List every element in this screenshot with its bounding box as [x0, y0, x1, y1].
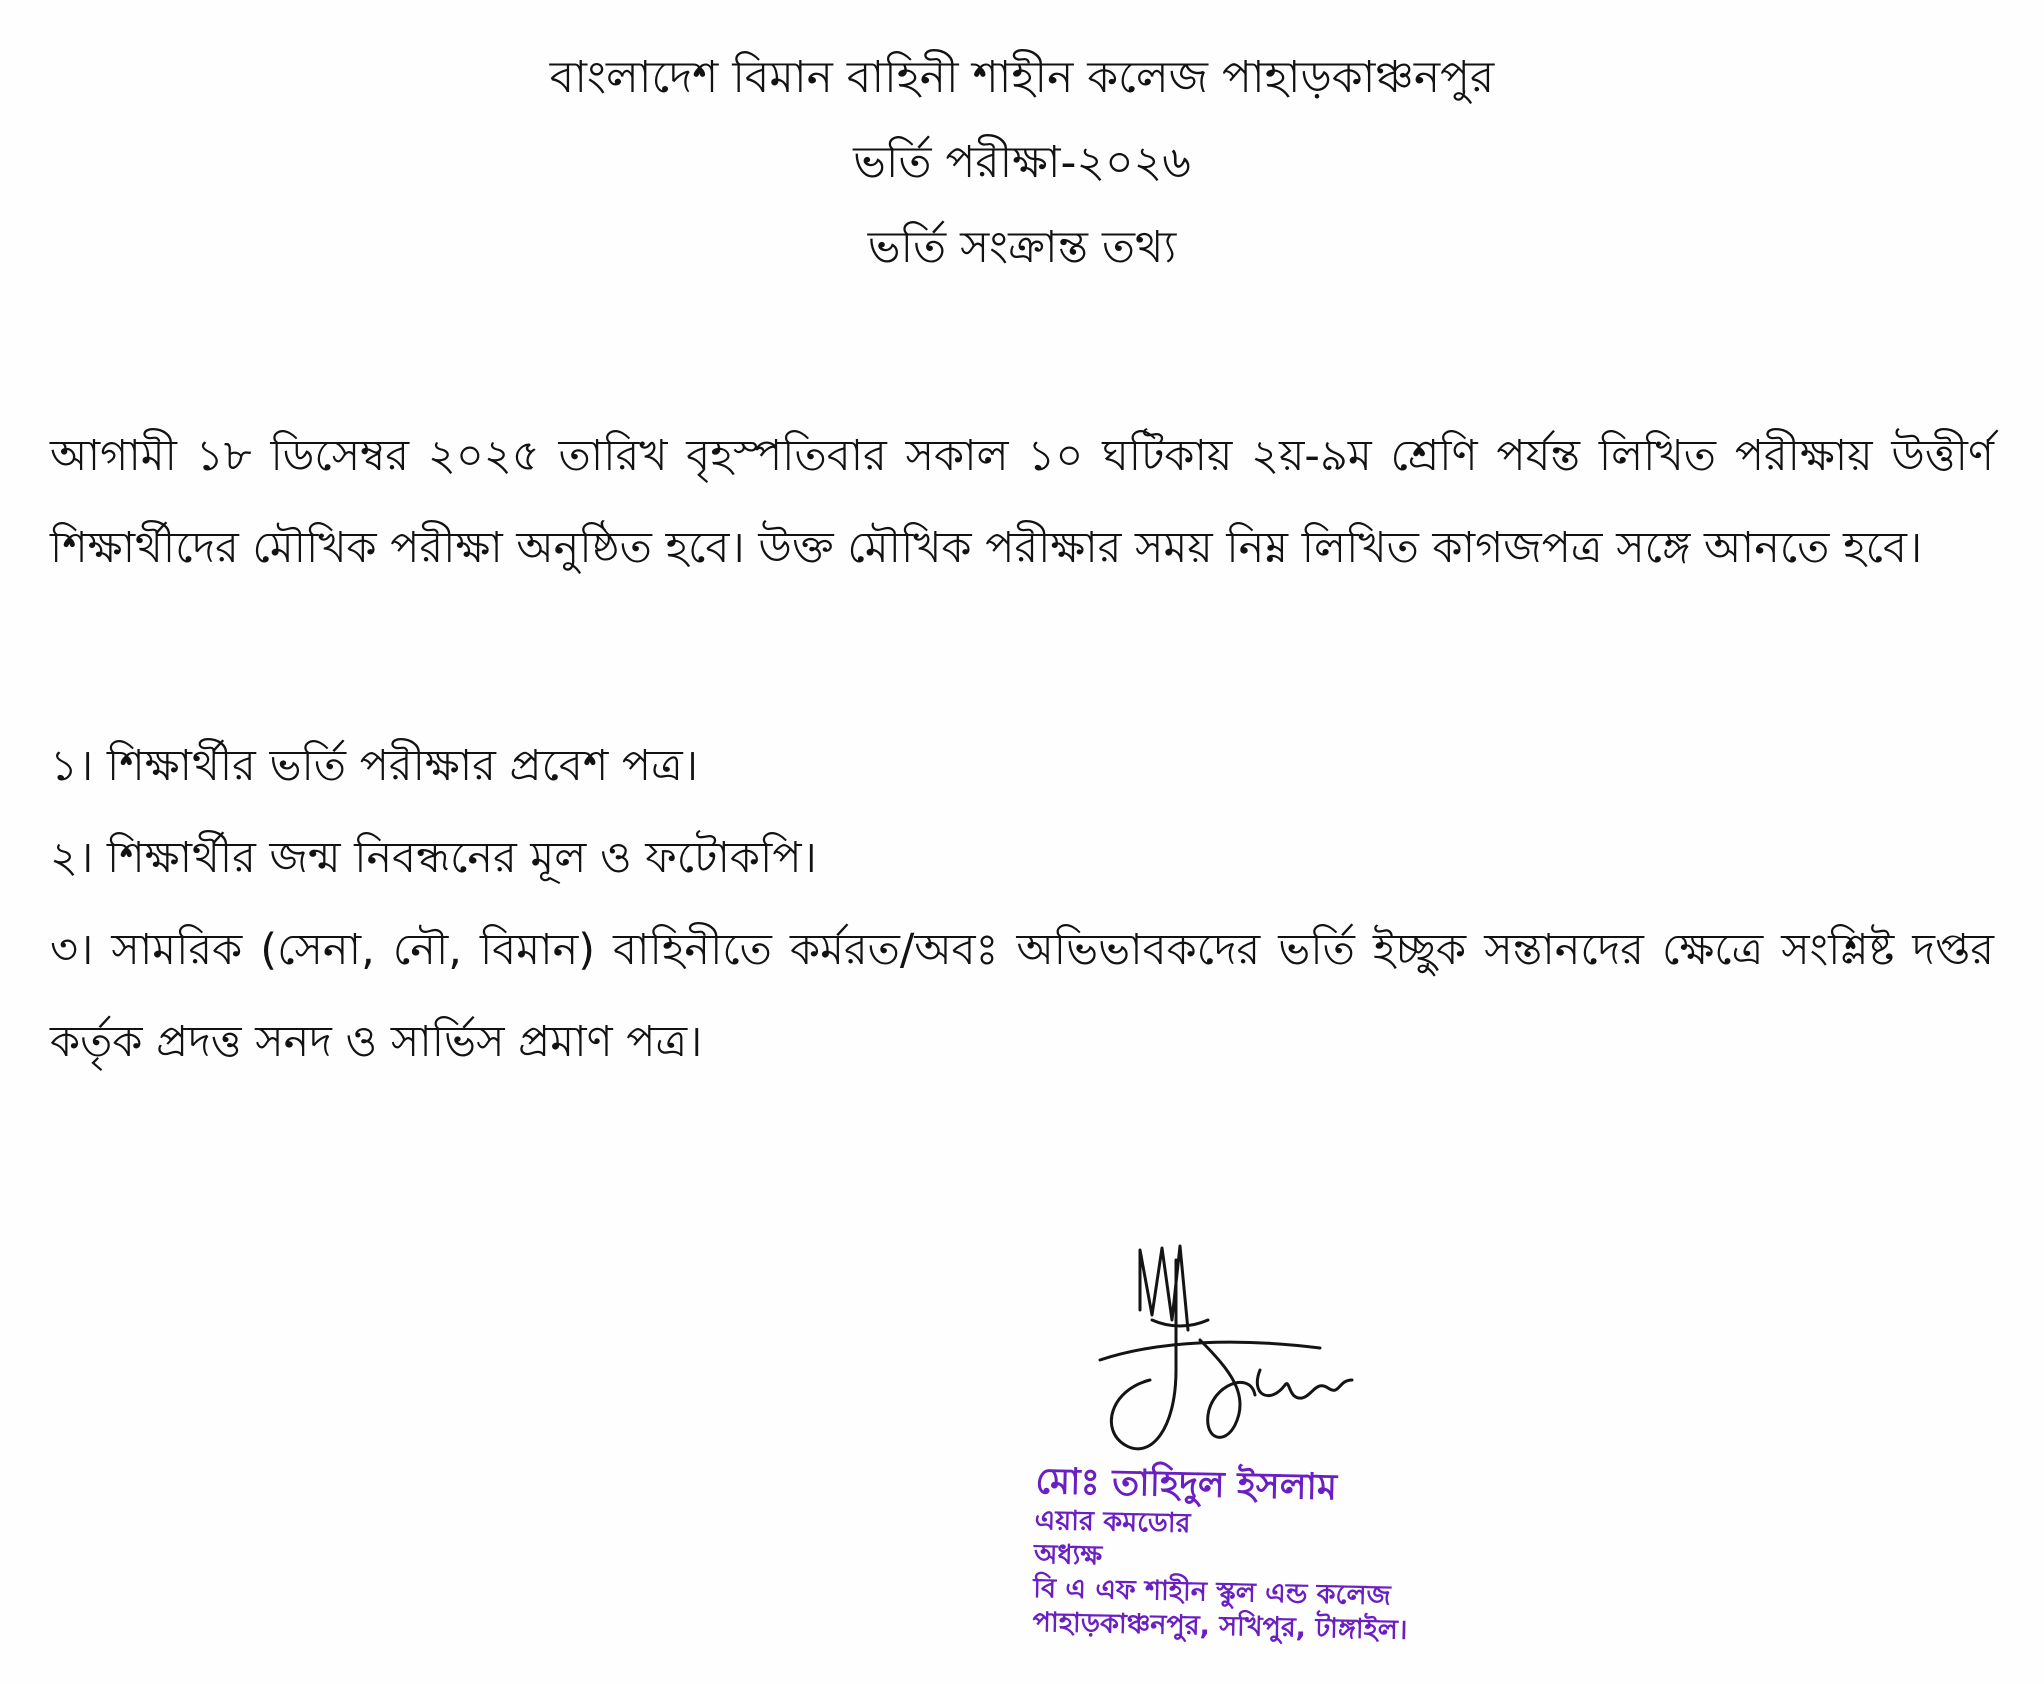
document-header — [0, 52, 2044, 307]
exam-title: ভর্তি পরীক্ষা-২০২৬ — [853, 137, 1191, 188]
required-documents-list — [50, 720, 1994, 1088]
notice-paragraph: আগামী ১৮ ডিসেম্বর ২০২৫ তারিখ বৃহস্পতিবার সকাল ১০ ঘটিকায় ২য়-৯ম শ্রেণি পর্যন্ত লিখিত পরীক্ষায় উত্তীর্ণ শিক্ষার্থীদের মৌখিক পরীক্ষা অনুষ্ঠিত হবে। উক্ত মৌখিক পরীক্ষার সময় নিম্ন লিখিত কাগজপত্র সঙ্গে আনতে হবে। — [50, 431, 1994, 573]
stamp-institution: বি এ এফ শাহীন স্কুল এন্ড কলেজ — [1032, 1572, 1392, 1612]
list-item: ১। শিক্ষার্থীর ভর্তি পরীক্ষার প্রবেশ পত্র। — [50, 741, 699, 791]
list-item: ২। শিক্ষার্থীর জন্ম নিবন্ধনের মূল ও ফটোকপি। — [50, 833, 817, 883]
list-item: ৩। সামরিক (সেনা, নৌ, বিমান) বাহিনীতে কর্মরত/অবঃ অভিভাবকদের ভর্তি ইচ্ছুক সন্তানদের ক্ষেত্রে সংশ্লিষ্ট দপ্তর কর্তৃক প্রদত্ত সনদ ও সার্ভিস প্রমাণ পত্র। — [50, 925, 1994, 1067]
stamp-address: পাহাড়কাঞ্চনপুর, সখিপুর, টাঙ্গাইল। — [1032, 1606, 1408, 1646]
handwritten-signature — [1080, 1220, 1420, 1480]
official-stamp — [1032, 1460, 1516, 1650]
subject-title: ভর্তি সংক্রান্ত তথ্য — [867, 222, 1177, 273]
stamp-designation: অধ্যক্ষ — [1033, 1538, 1103, 1572]
stamp-name: মোঃ তাহিদুল ইসলাম — [1035, 1460, 1338, 1509]
institution-title: বাংলাদেশ বিমান বাহিনী শাহীন কলেজ পাহাড়কাঞ্চনপুর — [549, 52, 1495, 103]
stamp-rank: এয়ার কমডোর — [1034, 1504, 1191, 1540]
